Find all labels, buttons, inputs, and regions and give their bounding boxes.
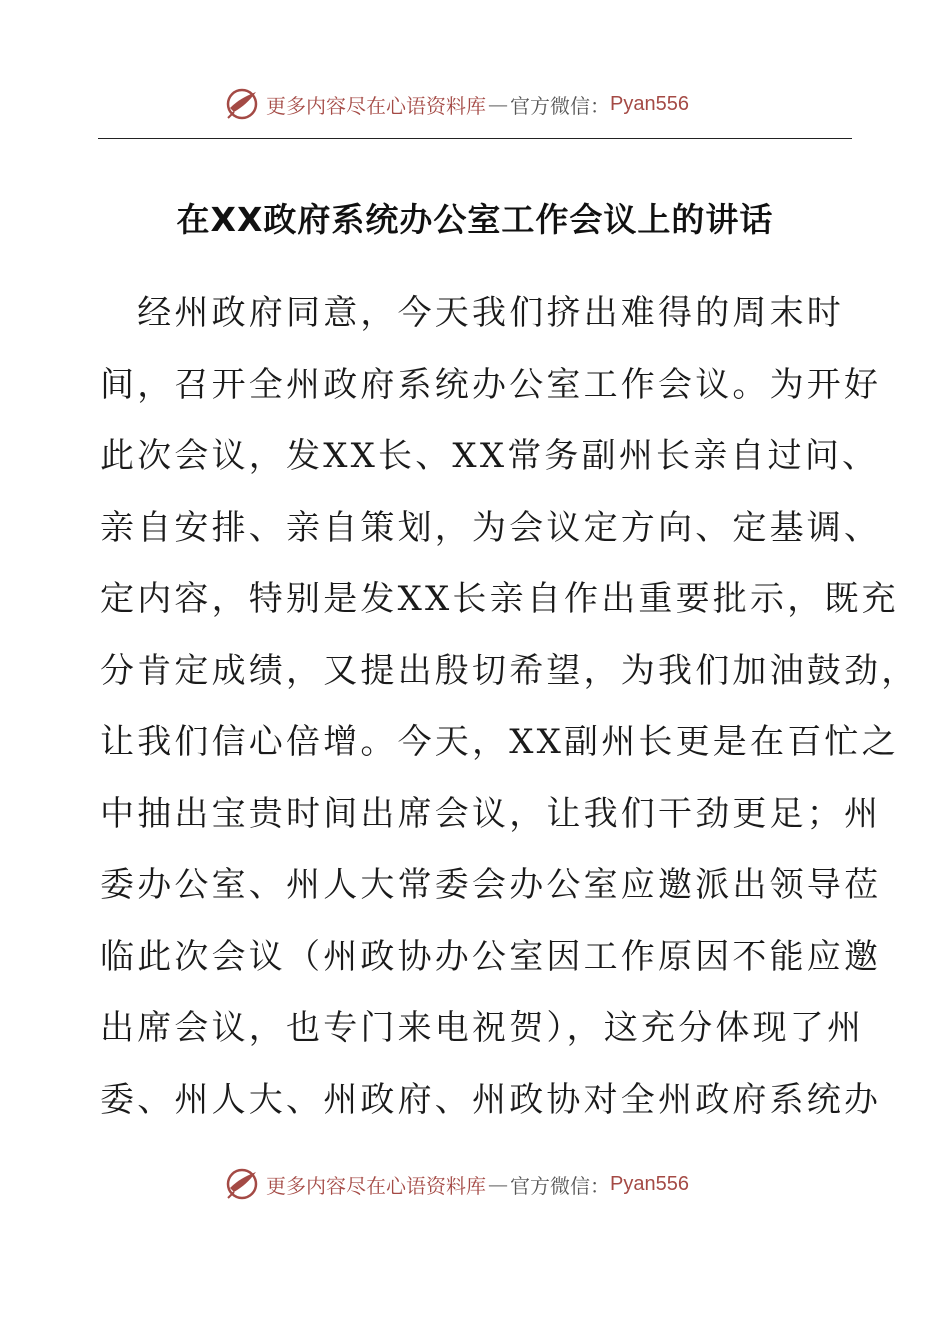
body-line: 此次会议，发XX长、XX常务副州长亲自过问、 xyxy=(100,436,880,476)
footer-banner[interactable] xyxy=(224,1164,689,1204)
body-line: 分肯定成绩，又提出殷切希望，为我们加油鼓劲， xyxy=(100,650,919,691)
quill-pen-logo-icon xyxy=(224,86,260,122)
footer-contact-id: Pyan556 xyxy=(610,1172,689,1195)
quill-pen-logo-icon xyxy=(224,1166,260,1202)
body-line: 临此次会议（州政协办公室因工作原因不能应邀 xyxy=(100,936,882,977)
body-line: 委、州人大、州政府、州政协对全州政府系统办 xyxy=(100,1079,882,1120)
footer-banner-separator: — xyxy=(488,1172,508,1196)
header-contact-id: Pyan556 xyxy=(610,92,689,115)
header-contact-label: 官方微信： xyxy=(510,93,610,118)
body-line: 间，召开全州政府系统办公室工作会议。为开好 xyxy=(100,364,882,405)
body-line: 定内容，特别是发XX长亲自作出重要批示，既充 xyxy=(100,579,899,619)
body-line: 亲自安排、亲自策划，为会议定方向、定基调、 xyxy=(100,507,882,548)
footer-contact-label: 官方微信： xyxy=(510,1173,610,1198)
body-line: 让我们信心倍增。今天，XX副州长更是在百忙之 xyxy=(100,722,899,762)
header-divider xyxy=(98,138,852,139)
footer-banner-text: 更多内容尽在心语资料库 xyxy=(266,1173,486,1198)
header-banner-text: 更多内容尽在心语资料库 xyxy=(266,93,486,118)
body-line: 出席会议，也专门来电祝贺），这充分体现了州 xyxy=(100,1008,865,1048)
document-body xyxy=(100,278,919,1136)
header-banner[interactable] xyxy=(224,84,689,124)
body-line: 经州政府同意，今天我们挤出难得的周末时 xyxy=(100,293,844,333)
header-banner-separator: — xyxy=(488,92,508,116)
document-title: 在XX政府系统办公室工作会议上的讲话 xyxy=(176,200,774,239)
body-line: 委办公室、州人大常委会办公室应邀派出领导莅 xyxy=(100,865,882,905)
body-line: 中抽出宝贵时间出席会议，让我们干劲更足；州 xyxy=(100,793,882,834)
